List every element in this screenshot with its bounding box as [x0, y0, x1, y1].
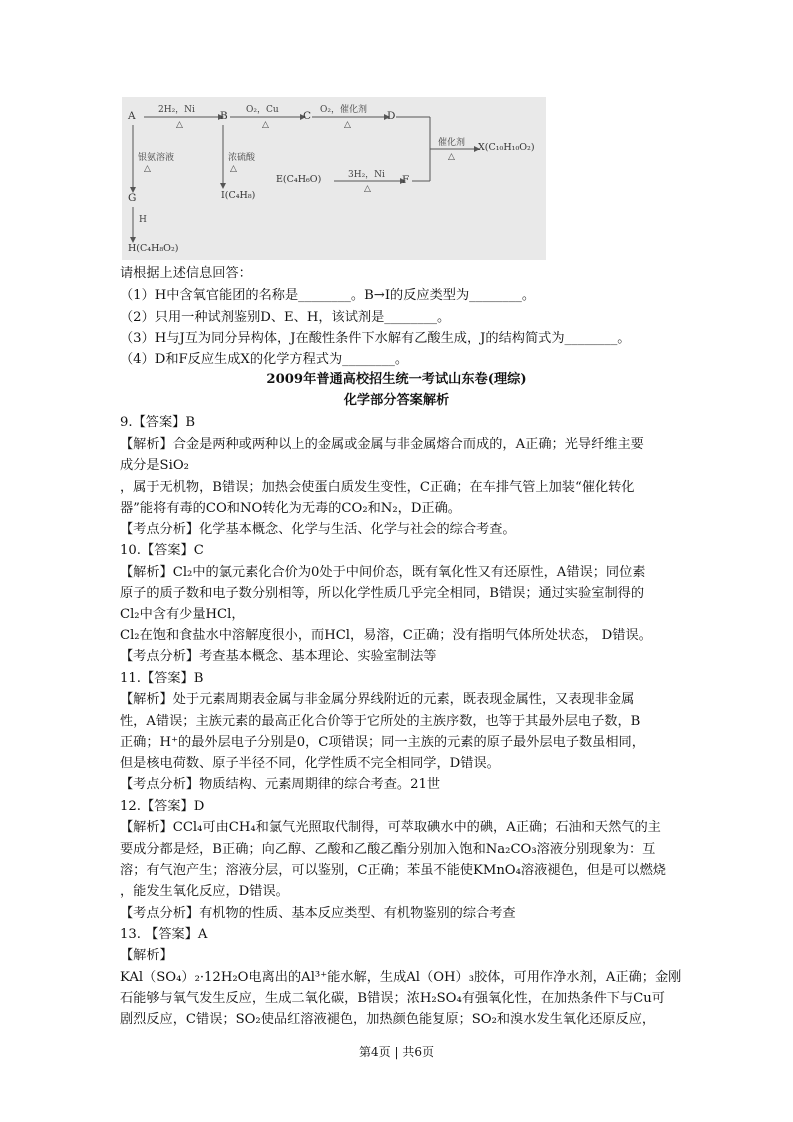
condition-gh: H	[139, 215, 147, 225]
answer-11-line-4: 但是核电荷数、原子半径不同，化学性质不完全相同学，D错误。	[120, 756, 500, 771]
condition-cd: O₂，催化剂	[320, 105, 367, 115]
question-2: （2）只用一种试剂鉴别D、E、H，该试剂是________。	[120, 310, 451, 325]
heat-bc: △	[262, 120, 269, 130]
reaction-scheme	[122, 97, 546, 260]
answer-11-line-1: 【解析】处于元素周期表金属与非金属分界线附近的元素，既表现金属性，又表现非金属	[120, 692, 635, 707]
page-footer: 第4页 | 共6页	[359, 1045, 434, 1059]
question-1: （1）H中含氧官能团的名称是________。B→I的反应类型为________。	[120, 288, 536, 303]
section-title: 2009年普通高校招生统一考试山东卷(理综)	[266, 372, 527, 387]
answer-13-line-1: 【解析】	[120, 948, 173, 963]
answer-12-line-5: 【考点分析】有机物的性质、基本反应类型、有机物鉴别的综合考查	[120, 906, 516, 921]
answer-13-line-3: 石能够与氧气发生反应，生成二氧化碳，B错误；浓H₂SO₄有强氧化性，在加热条件下与Cu可	[120, 991, 665, 1006]
answer-12-line-4: ，能发生氧化反应，D错误。	[120, 884, 289, 899]
answer-13-line-2: KAl（SO₄）₂·12H₂O电离出的Al³⁺能水解，生成Al（OH）₃胶体，可用作净水剂，A正确；金刚	[120, 970, 682, 985]
answer-13: 13. 【答案】A	[120, 927, 208, 942]
answer-9-line-5: 【考点分析】化学基本概念、化学与生活、化学与社会的综合考查。	[120, 522, 516, 537]
answer-9-line-1: 【解析】合金是两种或两种以上的金属或金属与非金属熔合而成的，A正确；光导纤维主要	[120, 437, 644, 452]
condition-ab: 2H₂，Ni	[158, 105, 195, 115]
condition-ag: 银氨溶液	[138, 153, 175, 163]
heat-ef: △	[364, 184, 371, 194]
answer-10-line-1: 【解析】Cl₂中的氯元素化合价为0处于中间价态，既有氧化性又有还原性，A错误；同位素	[120, 565, 646, 580]
answer-10-line-2: 原子的质子数和电子数分别相等，所以化学性质几乎完全相同，B错误；通过实验室制得的	[120, 586, 644, 601]
answer-11: 11.【答案】B	[120, 671, 204, 686]
node-A: A	[128, 110, 136, 122]
condition-bc: O₂，Cu	[246, 105, 279, 115]
answer-11-line-5: 【考点分析】物质结构、元素周期律的综合考查。21世	[120, 777, 441, 792]
section-subtitle: 化学部分答案解析	[343, 393, 450, 408]
node-G: G	[128, 192, 137, 204]
heat-bi: △	[230, 164, 237, 174]
question-3: （3）H与J互为同分异构体，J在酸性条件下水解有乙酸生成，J的结构简式为________。	[120, 331, 631, 346]
condition-bi: 浓硫酸	[228, 153, 256, 163]
scheme-lines	[122, 97, 546, 260]
heat-cd: △	[344, 120, 351, 130]
heat-ag: △	[144, 164, 151, 174]
answer-12-line-1: 【解析】CCl₄可由CH₄和氯气光照取代制得，可萃取碘水中的碘，A正确；石油和天然气的主	[120, 820, 661, 835]
answer-11-line-3: 正确；H⁺的最外层电子分别是0，C项错误；同一主族的元素的原子最外层电子数虽相同，	[120, 735, 645, 750]
answer-12-line-3: 溶；有气泡产生；溶液分层，可以鉴别，C正确；苯虽不能使KMnO₄溶液褪色，但是可以燃烧	[120, 863, 666, 878]
answer-9-line-2: 成分是SiO₂	[120, 458, 189, 473]
answer-10-line-3: Cl₂中含有少量HCl，	[120, 607, 245, 622]
answer-9-line-3: ，属于无机物，B错误；加热会使蛋白质发生变性，C正确；在车排气管上加装“催化转化	[120, 480, 635, 495]
node-I: I(C₄H₈)	[221, 190, 256, 201]
answer-12-line-2: 要成分都是烃，B正确；向乙醇、乙酸和乙酸乙酯分别加入饱和Na₂CO₃溶液分别现象为：互	[120, 842, 656, 857]
node-C: C	[303, 110, 312, 122]
node-B: B	[220, 110, 228, 122]
heat-ab: △	[176, 120, 183, 130]
answer-12: 12.【答案】D	[120, 799, 205, 814]
node-E: E(C₄H₆O)	[276, 174, 322, 185]
answer-13-line-4: 剧烈反应，C错误；SO₂使品红溶液褪色，加热颜色能复原；SO₂和溴水发生氧化还原反应，	[120, 1012, 656, 1027]
node-H: H(C₄H₈O₂)	[128, 243, 179, 254]
question-4: （4）D和F反应生成X的化学方程式为________。	[120, 352, 409, 367]
condition-dx: 催化剂	[438, 138, 466, 148]
answer-9: 9.【答案】B	[120, 415, 196, 430]
node-X: X(C₁₀H₁₀O₂)	[478, 142, 535, 153]
node-D: D	[387, 110, 396, 122]
answer-9-line-4: 器”能将有毒的CO和NO转化为无毒的CO₂和N₂，D正确。	[120, 501, 461, 516]
answer-11-line-2: 性，A错误；主族元素的最高正化合价等于它所处的主族序数，也等于其最外层电子数，B	[120, 714, 641, 729]
questions-intro: 请根据上述信息回答：	[120, 266, 252, 281]
answer-10-line-5: 【考点分析】考查基本概念、基本理论、实验室制法等	[120, 649, 437, 664]
heat-dx: △	[448, 152, 455, 162]
condition-ef: 3H₂，Ni	[348, 170, 385, 180]
node-F: F	[402, 174, 410, 186]
answer-10: 10.【答案】C	[120, 543, 204, 558]
answer-10-line-4: Cl₂在饱和食盐水中溶解度很小，而HCl，易溶，C正确；没有指明气体所处状态， D错误。	[120, 628, 652, 643]
